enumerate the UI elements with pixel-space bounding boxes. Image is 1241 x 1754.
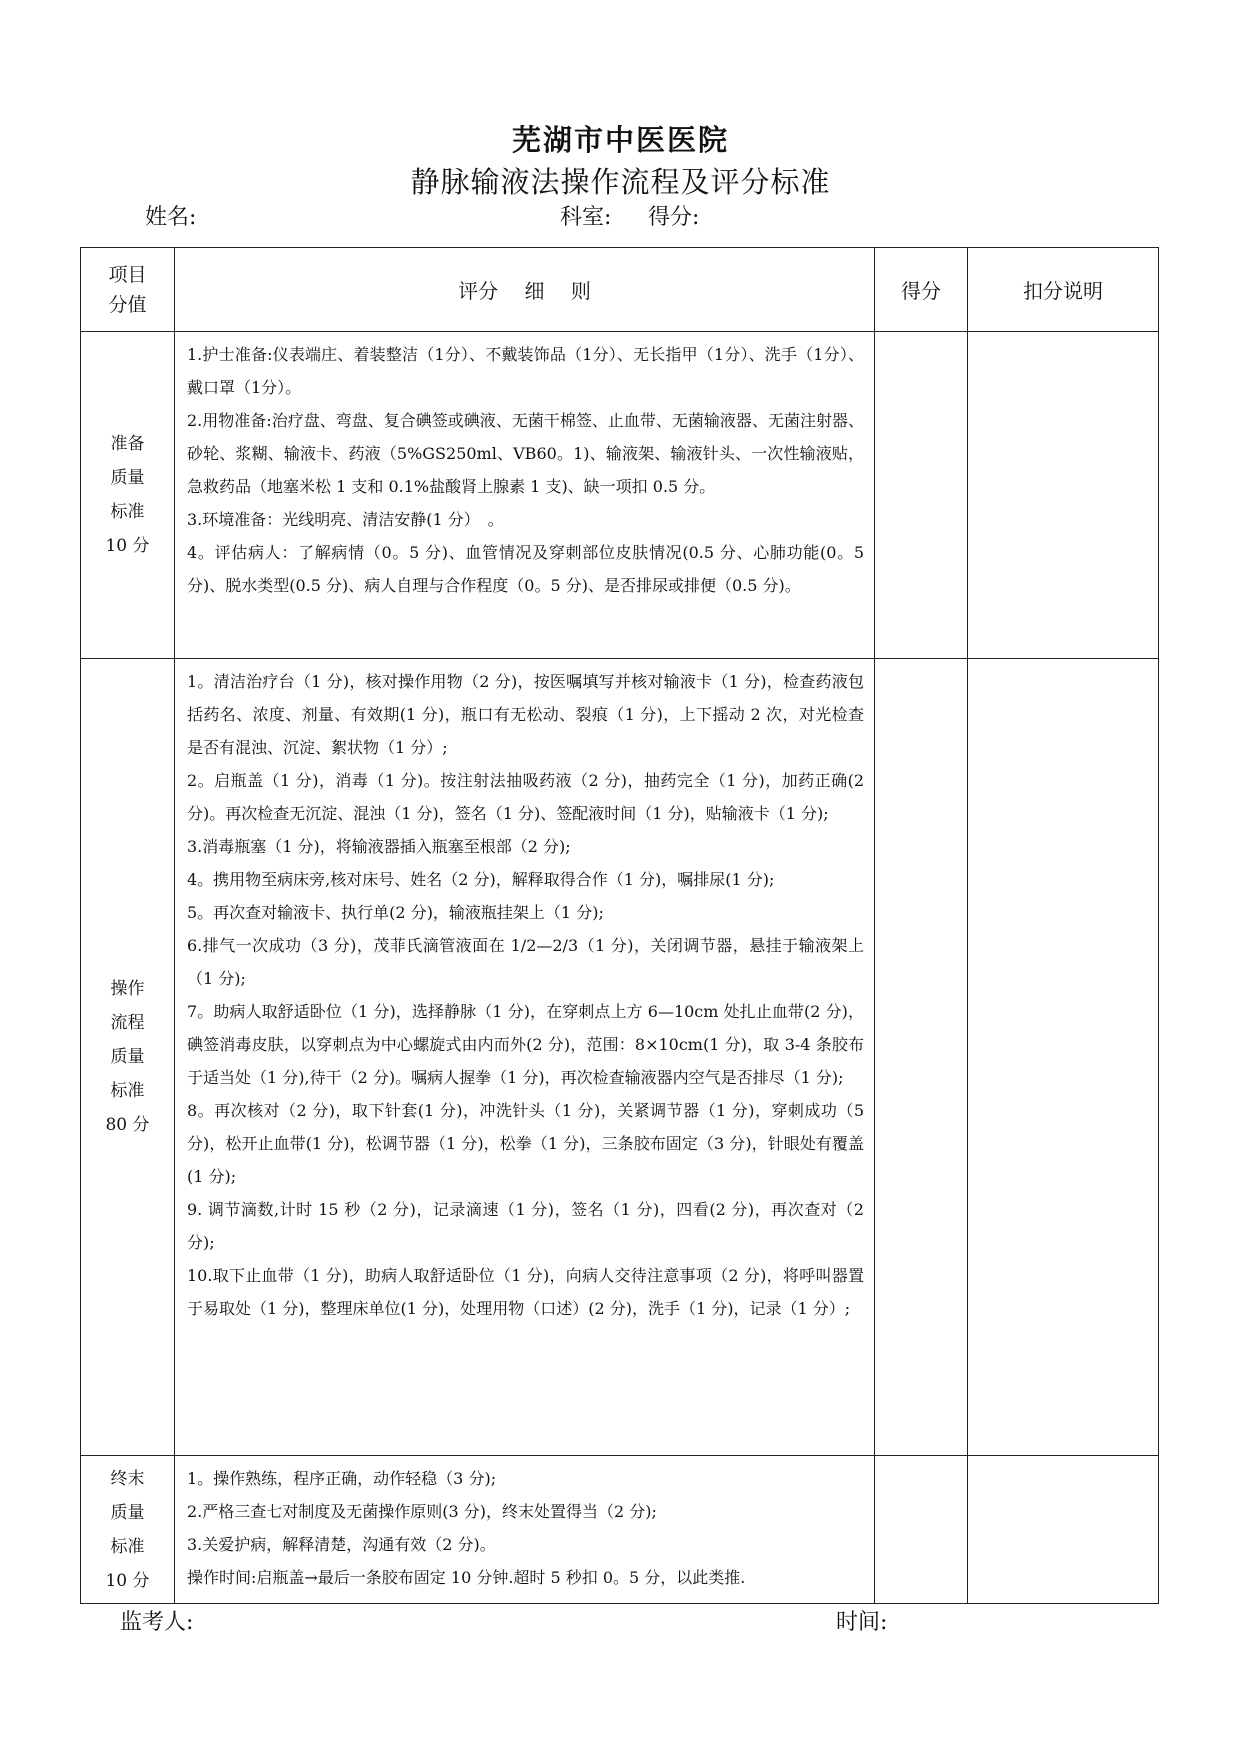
table-header-row xyxy=(81,248,1159,332)
section-label-line: 终末 xyxy=(110,1468,145,1489)
section-label-line: 标准 xyxy=(110,1081,145,1101)
section-label-line: 10 分 xyxy=(105,1570,150,1591)
scoring-table xyxy=(80,247,1159,1604)
criteria-item: 7。助病人取舒适卧位（1 分)，选择静脉（1 分)，在穿刺点上方 6—10cm 处扎止血带(2 分)，碘签消毒皮肤，以穿刺点为中心螺旋式由内而外(2 分)，范围：8×10cm(1 分)，取 3-4 条胶布于适当处（1 分),待干（2 分)。嘱病人握拳（1 分)，再次检查输液器内空气是否排尽（1 分); xyxy=(187,1002,864,1087)
hospital-name: 芜湖市中医医院 xyxy=(511,123,729,157)
deduct-note-cell[interactable] xyxy=(968,1456,1159,1604)
name-label: 姓名: xyxy=(145,205,197,230)
criteria-item: 4。携用物至病床旁,核对床号、姓名（2 分)，解释取得合作（1 分)，嘱排尿(1 分); xyxy=(187,870,775,889)
criteria-item: 4。评估病人：了解病情（0。5 分)、血管情况及穿刺部位皮肤情况(0.5 分、心肺功能(0。5 分)、脱水类型(0.5 分)、病人自理与合作程度（0。5 分)、是否排尿或排便（0.5 分)。 xyxy=(187,543,864,595)
section-label-operation xyxy=(81,659,175,1456)
criteria-item: 1。清洁治疗台（1 分)，核对操作用物（2 分)，按医嘱填写并核对输液卡（1 分)，检查药液包括药名、浓度、剂量、有效期(1 分)，瓶口有无松动、裂痕（1 分)，上下摇动 2 次，对光检查是否有混浊、沉淀、絮状物（1 分）; xyxy=(187,672,864,757)
criteria-item: 6.排气一次成功（3 分)，茂菲氏滴管液面在 1/2—2/3（1 分)，关闭调节器，悬挂于输液架上（1 分); xyxy=(187,936,864,988)
department-label: 科室: xyxy=(560,205,612,230)
score-cell[interactable] xyxy=(875,332,968,659)
section-detail-prep xyxy=(175,332,875,659)
document-title: 静脉输液法操作流程及评分标准 xyxy=(410,165,831,199)
header-item-label: 项目 xyxy=(108,263,147,286)
section-detail-final xyxy=(175,1456,875,1604)
criteria-item: 2.用物准备:治疗盘、弯盘、复合碘签或碘液、无菌干棉签、止血带、无菌输液器、无菌注射器、砂轮、浆糊、输液卡、药液（5%GS250ml、VB60。1)、输液架、输液针头、一次性输液贴，急救药品（地塞米松 1 支和 0.1%盐酸肾上腺素 1 支)、缺一项扣 0.5 分。 xyxy=(187,411,864,496)
criteria-item: 1.护士准备:仪表端庄、着装整洁（1分）、不戴装饰品（1分）、无长指甲（1分）、洗手（1分）、戴口罩（1分）。 xyxy=(187,345,864,397)
criteria-item: 2。启瓶盖（1 分)，消毒（1 分)。按注射法抽吸药液（2 分)，抽药完全（1 分)，加药正确(2 分)。再次检查无沉淀、混浊（1 分)，签名（1 分)、签配液时间（1 分)，贴输液卡（1 分); xyxy=(187,771,864,823)
header-item-value xyxy=(81,248,175,332)
section-label-line: 质量 xyxy=(110,468,145,488)
criteria-item: 5。再次查对输液卡、执行单(2 分)，输液瓶挂架上（1 分); xyxy=(187,903,604,922)
criteria-item: 10.取下止血带（1 分)，助病人取舒适卧位（1 分)，向病人交待注意事项（2 分)，将呼叫器置于易取处（1 分)，整理床单位(1 分)，处理用物（口述）(2 分)，洗手（1 分)，记录（1 分）; xyxy=(187,1266,864,1318)
section-detail-operation xyxy=(175,659,875,1456)
section-label-line: 80 分 xyxy=(105,1115,150,1135)
deduct-note-cell[interactable] xyxy=(968,332,1159,659)
supervisor-label: 监考人: xyxy=(120,1610,194,1635)
section-label-line: 准备 xyxy=(110,434,145,454)
criteria-item: 3.环境准备：光线明亮、清洁安静(1 分） 。 xyxy=(187,510,504,529)
table-row xyxy=(81,1456,1159,1604)
score-cell[interactable] xyxy=(875,659,968,1456)
header-detail: 评分 细 则 xyxy=(175,248,875,332)
time-label: 时间: xyxy=(836,1610,888,1635)
score-cell[interactable] xyxy=(875,1456,968,1604)
deduct-note-cell[interactable] xyxy=(968,659,1159,1456)
table-row xyxy=(81,659,1159,1456)
criteria-item: 2.严格三查七对制度及无菌操作原则(3 分)，终末处置得当（2 分); xyxy=(187,1502,657,1521)
section-label-line: 标准 xyxy=(110,502,145,522)
criteria-item: 8。再次核对（2 分)，取下针套(1 分)，冲洗针头（1 分)，关紧调节器（1 分)，穿刺成功（5 分)，松开止血带(1 分)，松调节器（1 分)，松拳（1 分)，三条胶布固定（3 分)，针眼处有覆盖(1 分); xyxy=(187,1101,864,1186)
header-score: 得分 xyxy=(875,248,968,332)
section-label-line: 操作 xyxy=(110,979,145,999)
criteria-item: 9. 调节滴数,计时 15 秒（2 分)，记录滴速（1 分)，签名（1 分)，四看(2 分)，再次查对（2 分); xyxy=(187,1200,864,1252)
criteria-item: 操作时间:启瓶盖→最后一条胶布固定 10 分钟.超时 5 秒扣 0。5 分，以此类推. xyxy=(187,1568,746,1587)
criteria-item: 3.关爱护病，解释清楚，沟通有效（2 分)。 xyxy=(187,1535,496,1554)
criteria-item: 3.消毒瓶塞（1 分)，将输液器插入瓶塞至根部（2 分); xyxy=(187,837,571,856)
table-row xyxy=(81,332,1159,659)
section-label-final xyxy=(81,1456,175,1604)
section-label-line: 标准 xyxy=(110,1536,145,1557)
section-label-line: 质量 xyxy=(110,1047,145,1067)
header-deduct: 扣分说明 xyxy=(968,248,1159,332)
section-label-line: 10 分 xyxy=(105,536,150,556)
section-label-line: 流程 xyxy=(110,1013,145,1033)
criteria-item: 1。操作熟练，程序正确，动作轻稳（3 分); xyxy=(187,1469,497,1488)
score-label: 得分: xyxy=(648,205,700,230)
section-label-prep xyxy=(81,332,175,659)
header-value-label: 分值 xyxy=(108,293,147,316)
section-label-line: 质量 xyxy=(110,1502,145,1523)
